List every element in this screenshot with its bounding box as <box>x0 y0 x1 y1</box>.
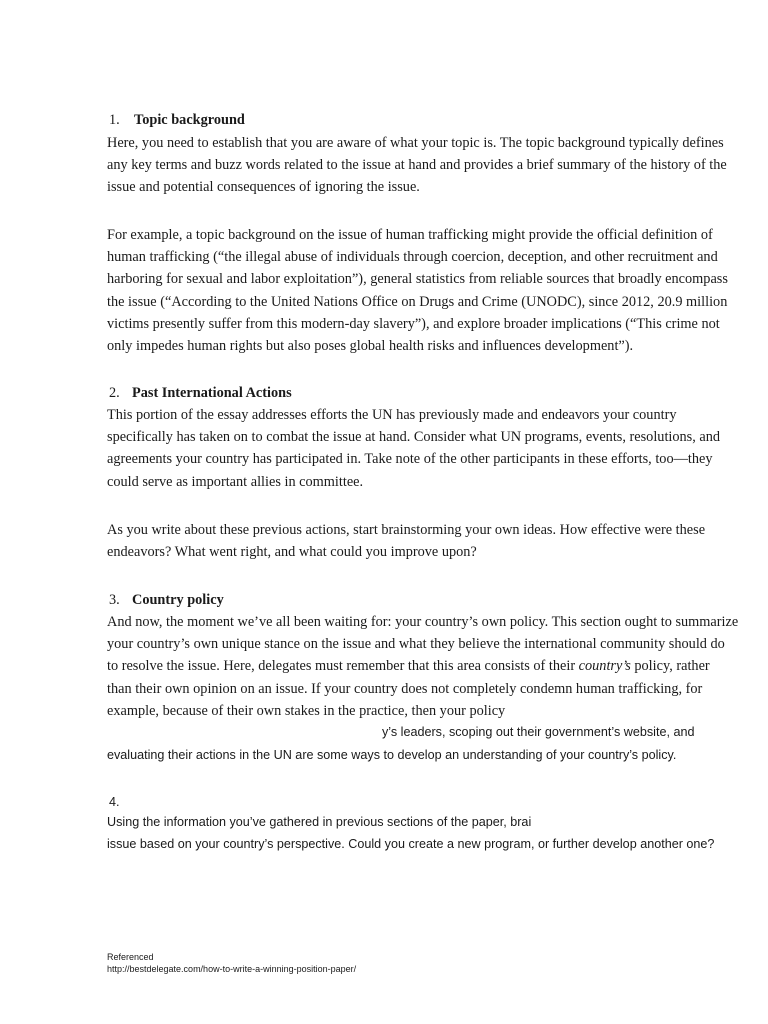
section-3-heading <box>109 590 224 610</box>
section-1-paragraph-2 <box>107 224 727 357</box>
section-2-paragraph-1 <box>107 404 727 493</box>
text-line: This portion of the essay addresses efforts the UN has previously made and endeavors your country <box>107 407 677 423</box>
section-1-heading <box>109 110 245 130</box>
text-line: example, because of their own stakes in the practice, then your policy <box>107 702 506 719</box>
text-line: specifically has taken on to combat the issue at hand. Consider what UN programs, events, resolutions, and <box>107 429 721 446</box>
text-line: your country’s own unique stance on the issue and what they believe the international community should do <box>107 636 725 653</box>
section-2-number: 2. <box>109 385 120 401</box>
text-line: the issue (“According to the United Nations Office on Drugs and Crime (UNODC), since 2012, 20.9 million <box>107 293 728 310</box>
italic-text: country’s <box>578 658 631 675</box>
text-line: As you write about these previous actions, start brainstorming your own ideas. How effective were these <box>107 522 706 538</box>
text-line: endeavors? What went right, and what could you improve upon? <box>107 544 477 561</box>
text-line: human trafficking (“the illegal abuse of individuals through coercion, deception, and other recruitment and <box>107 249 718 266</box>
section-3-sans-line: evaluating their actions in the UN are some ways to develop an understanding of your country’s policy. <box>107 748 677 762</box>
reference-link[interactable]: http://bestdelegate.com/how-to-write-a-winning-position-paper/ <box>107 964 357 974</box>
text-line: victims presently suffer from this modern-day slavery”), and explore broader implications (“This crime not <box>107 315 720 332</box>
section-2-title: Past International Actions <box>132 385 292 401</box>
text-line: issue and potential consequences of ignoring the issue. <box>107 179 420 196</box>
section-3-number: 3. <box>109 592 120 608</box>
section-3-partial-line: y’s leaders, scoping out their government’s website, and <box>382 725 695 739</box>
text-fragment: policy, rather <box>630 658 710 675</box>
text-line: harboring for sexual and labor exploitation”), general statistics from reliable sources that broadly encompass <box>107 271 728 288</box>
section-2-heading <box>109 383 292 403</box>
section-1-title: Topic background <box>134 112 245 128</box>
text-fragment: to resolve the issue. Here, delegates must remember that this area consists of their <box>107 658 579 675</box>
section-4-line-1: Using the information you’ve gathered in previous sections of the paper, brai <box>107 815 532 829</box>
text-line: than their own opinion on an issue. If your country does not completely condemn human trafficking, for <box>107 680 703 697</box>
section-3-title: Country policy <box>132 592 224 608</box>
text-line: For example, a topic background on the issue of human trafficking might provide the official definition of <box>107 227 713 243</box>
text-line: And now, the moment we’ve all been waiting for: your country’s own policy. This section ought to summarize <box>107 614 739 630</box>
text-line: could serve as important allies in committee. <box>107 473 364 490</box>
text-line: only impedes human rights but also poses global health risks and influences development”). <box>107 338 634 355</box>
reference-link-wrap <box>107 963 356 976</box>
text-line: any key terms and buzz words related to the issue at hand and provides a brief summary of the history of the <box>107 157 727 174</box>
section-3-paragraph-1 <box>107 611 739 722</box>
section-1-number: 1. <box>109 112 120 128</box>
section-4-line-2: issue based on your country’s perspective. Could you create a new program, or further develop another one? <box>107 837 715 851</box>
text-line: Here, you need to establish that you are aware of what your topic is. The topic background typically defines <box>107 135 724 151</box>
section-1-paragraph-1 <box>107 132 727 199</box>
text-line: agreements your country has participated in. Take note of the other participants in these efforts, too—they <box>107 451 713 468</box>
section-2-paragraph-2 <box>107 519 727 563</box>
section-4-number: 4. <box>109 795 120 809</box>
text-line <box>107 655 727 677</box>
reference-label: Referenced <box>107 952 154 962</box>
